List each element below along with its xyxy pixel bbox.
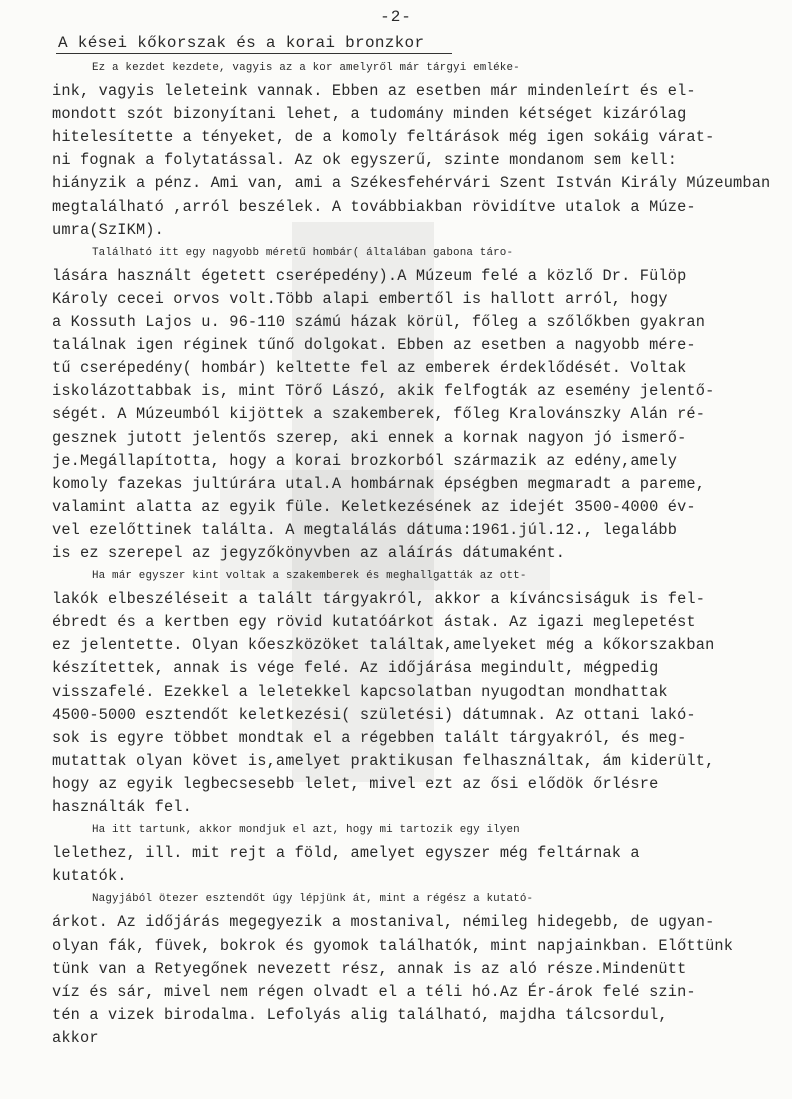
text-line: tünk van a Retyegőnek nevezett rész, annak is az aló része.Mindenütt (52, 959, 687, 978)
text-line: olyan fák, füvek, bokrok és gyomok találhatók, mint napjainkban. Előttünk (52, 936, 734, 955)
text-line: Károly cecei orvos volt.Több alapi embertől is hallott arról, hogy (52, 289, 668, 308)
text-line: víz és sár, mivel nem régen olvadt el a téli hó.Az Ér-árok felé szin- (52, 982, 696, 1001)
text-line: je.Megállapította, hogy a korai brozkorból származik az edény,amely (52, 451, 678, 470)
text-line: árkot. Az időjárás megegyezik a mostanival, némileg hidegebb, de ugyan- (52, 913, 715, 932)
text-line: hitelesítette a tényeket, de a komoly feltárások még igen sokáig várat- (52, 128, 715, 147)
text-line: komoly fazekas jultúrára utal.A hombárnak épségben megmaradt a pareme, (52, 474, 706, 493)
section-title: A kései kőkorszak és a korai bronzkor (58, 34, 425, 52)
text-line: Ez a kezdet kezdete, vagyis az a kor amelyről már tárgyi emléke- (92, 62, 520, 74)
text-line: ni fognak a folytatással. Az ok egyszerű, szinte mondanom sem kell: (52, 151, 678, 170)
text-line: lására használt égetett cserépedény).A Múzeum felé a közlő Dr. Fülöp (52, 266, 687, 285)
text-line: ébredt és a kertben egy rövid kutatóárkot ástak. Az igazi meglepetést (52, 613, 696, 632)
text-line: hogy az egyik legbecsesebb lelet, mivel ezt az ősi elődök őrlésre (52, 774, 659, 793)
text-line: készítettek, annak is vége felé. Az időjárása megindult, mégpedig (52, 659, 659, 678)
text-line: umra(SzIKM). (52, 220, 164, 239)
text-line: ségét. A Múzeumból kijöttek a szakemberek, főleg Kralovánszky Alán ré- (52, 405, 706, 424)
text-line: mutattak olyan követ is,amelyet praktikusan felhasználtak, ám kiderült, (52, 751, 715, 770)
text-line: vel ezelőttinek találta. A megtalálás dátuma:1961.júl.12., legalább (52, 520, 678, 539)
title-underline (56, 53, 452, 54)
text-line: akkor (52, 1028, 99, 1047)
page-number: -2- (380, 8, 412, 26)
text-line: Található itt egy nagyobb méretű hombár( általában gabona táro- (92, 246, 514, 259)
text-line: tén a vizek birodalma. Lefolyás alig található, majdha tálcsordul, (52, 1005, 668, 1024)
text-line: tű cserépedény( hombár) keltette fel az emberek érdeklődését. Voltak (52, 359, 687, 378)
text-line: a Kossuth Lajos u. 96-110 számú házak körül, főleg a szőlőkben gyakran (52, 313, 706, 332)
body-text (52, 57, 782, 1050)
text-line: lelethez, ill. mit rejt a föld, amelyet egyszer még feltárnak a (52, 844, 640, 863)
text-line: 4500-5000 esztendőt keletkezési( születési) dátumnak. Az ottani lakó- (52, 705, 696, 724)
text-line: Ha már egyszer kint voltak a szakemberek és meghallgatták az ott- (92, 570, 527, 583)
text-line: ink, vagyis leleteink vannak. Ebben az esetben már mindenleírt és el- (52, 82, 696, 101)
text-line: találnak igen réginek tűnő dolgokat. Ebben az esetben a nagyobb mére- (52, 336, 696, 355)
text-line: valamint alatta az egyik füle. Keletkezésének az idejét 3500-4000 év- (52, 497, 696, 516)
text-line: hiányzik a pénz. Ami van, ami a Székesfehérvári Szent István Király Múzeumban (52, 174, 771, 193)
text-line: sok is egyre többet mondtak el a régebben talált tárgyakról, és meg- (52, 728, 687, 747)
text-line: is ez szerepel az jegyzőkönyvben az aláírás dátumaként. (52, 543, 566, 562)
text-line: gesznek jutott jelentős szerep, aki ennek a kornak nagyon jó ismerő- (52, 428, 687, 447)
text-line: iskolázottabbak is, mint Törő Lászó, akik felfogták az esemény jelentő- (52, 382, 715, 401)
text-line: kutatók. (52, 867, 127, 886)
text-line: Ha itt tartunk, akkor mondjuk el azt, hogy mi tartozik egy ilyen (92, 824, 520, 837)
text-line: mondott szót bizonyítani lehet, a tudomány minden kétséget kizárólag (52, 105, 687, 124)
text-line: lakók elbeszéléseit a talált tárgyakról, akkor a kíváncsiságuk is fel- (52, 590, 706, 609)
text-line: visszafelé. Ezekkel a leletekkel kapcsolatban nyugodtan mondhattak (52, 682, 668, 701)
text-line: használták fel. (52, 798, 192, 816)
text-line: ez jelentette. Olyan kőeszközöket találtak,amelyeket még a kőkorszakban (52, 636, 715, 655)
text-line: Nagyjából ötezer esztendőt úgy lépjünk át, mint a régész a kutató- (92, 893, 534, 906)
text-line: megtalálható ,arról beszélek. A továbbiakban rövidítve utalok a Múze- (52, 197, 696, 216)
